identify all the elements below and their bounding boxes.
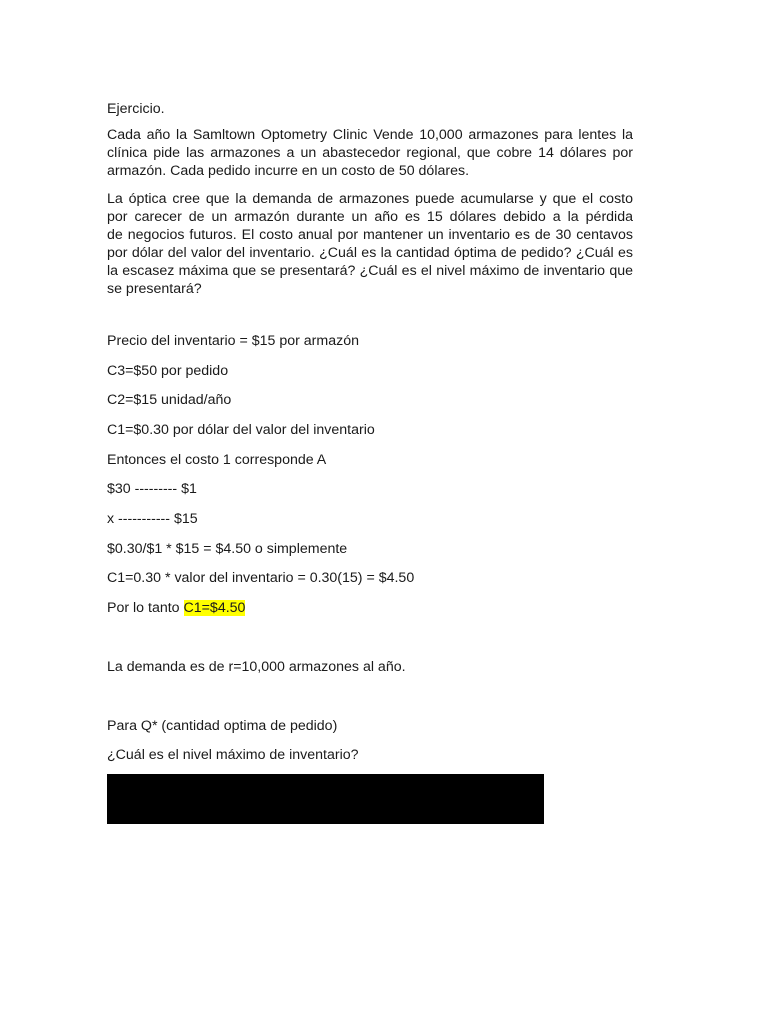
- solution-line-c3: C3=$50 por pedido: [107, 363, 229, 379]
- paragraph-line: armazón. Cada pedido incurre en un costo de 50 dólares.: [107, 163, 470, 179]
- optimal-quantity-line: Para Q* (cantidad optima de pedido): [107, 718, 338, 734]
- solution-line-inventory-price: Precio del inventario = $15 por armazón: [107, 333, 359, 349]
- paragraph-line: por carecer de un armazón durante un año es 15 dólares debido a la pérdida: [107, 209, 633, 225]
- solution-line-ratio-1: $30 --------- $1: [107, 481, 197, 497]
- paragraph-line: se presentará?: [107, 281, 202, 297]
- exercise-heading: Ejercicio.: [107, 101, 165, 117]
- problem-paragraph-2: [107, 190, 633, 298]
- redacted-block: [107, 774, 544, 824]
- conclusion-prefix: Por lo tanto: [107, 600, 184, 616]
- solution-line-c1-formula: C1=0.30 * valor del inventario = 0.30(15) = $4.50: [107, 570, 415, 586]
- paragraph-line: Cada año la Samltown Optometry Clinic Vende 10,000 armazones para lentes la: [107, 127, 633, 143]
- paragraph-line: por dólar del valor del inventario. ¿Cuál es la cantidad óptima de pedido? ¿Cuál es: [107, 245, 633, 261]
- solution-line-c1: C1=$0.30 por dólar del valor del inventario: [107, 422, 375, 438]
- demand-line: La demanda es de r=10,000 armazones al año.: [107, 659, 406, 675]
- paragraph-line: La óptica cree que la demanda de armazones puede acumularse y que el costo: [107, 191, 633, 207]
- paragraph-line: de negocios futuros. El costo anual por mantener un inventario es de 30 centavos: [107, 227, 633, 243]
- solution-line-ratio-2: x ----------- $15: [107, 511, 198, 527]
- highlighted-result: C1=$4.50: [183, 600, 246, 616]
- paragraph-line: la escasez máxima que se presentará? ¿Cuál es el nivel máximo de inventario que: [107, 263, 633, 279]
- solution-line-calculation: $0.30/$1 * $15 = $4.50 o simplemente: [107, 541, 348, 557]
- paragraph-line: clínica pide las armazones a un abastecedor regional, que cobre 14 dólares por: [107, 145, 633, 161]
- conclusion-line: [107, 599, 245, 617]
- problem-paragraph-1: [107, 126, 633, 180]
- solution-line-c2: C2=$15 unidad/año: [107, 392, 232, 408]
- solution-line-cost-1: Entonces el costo 1 corresponde A: [107, 452, 327, 468]
- max-inventory-question: ¿Cuál es el nivel máximo de inventario?: [107, 747, 359, 763]
